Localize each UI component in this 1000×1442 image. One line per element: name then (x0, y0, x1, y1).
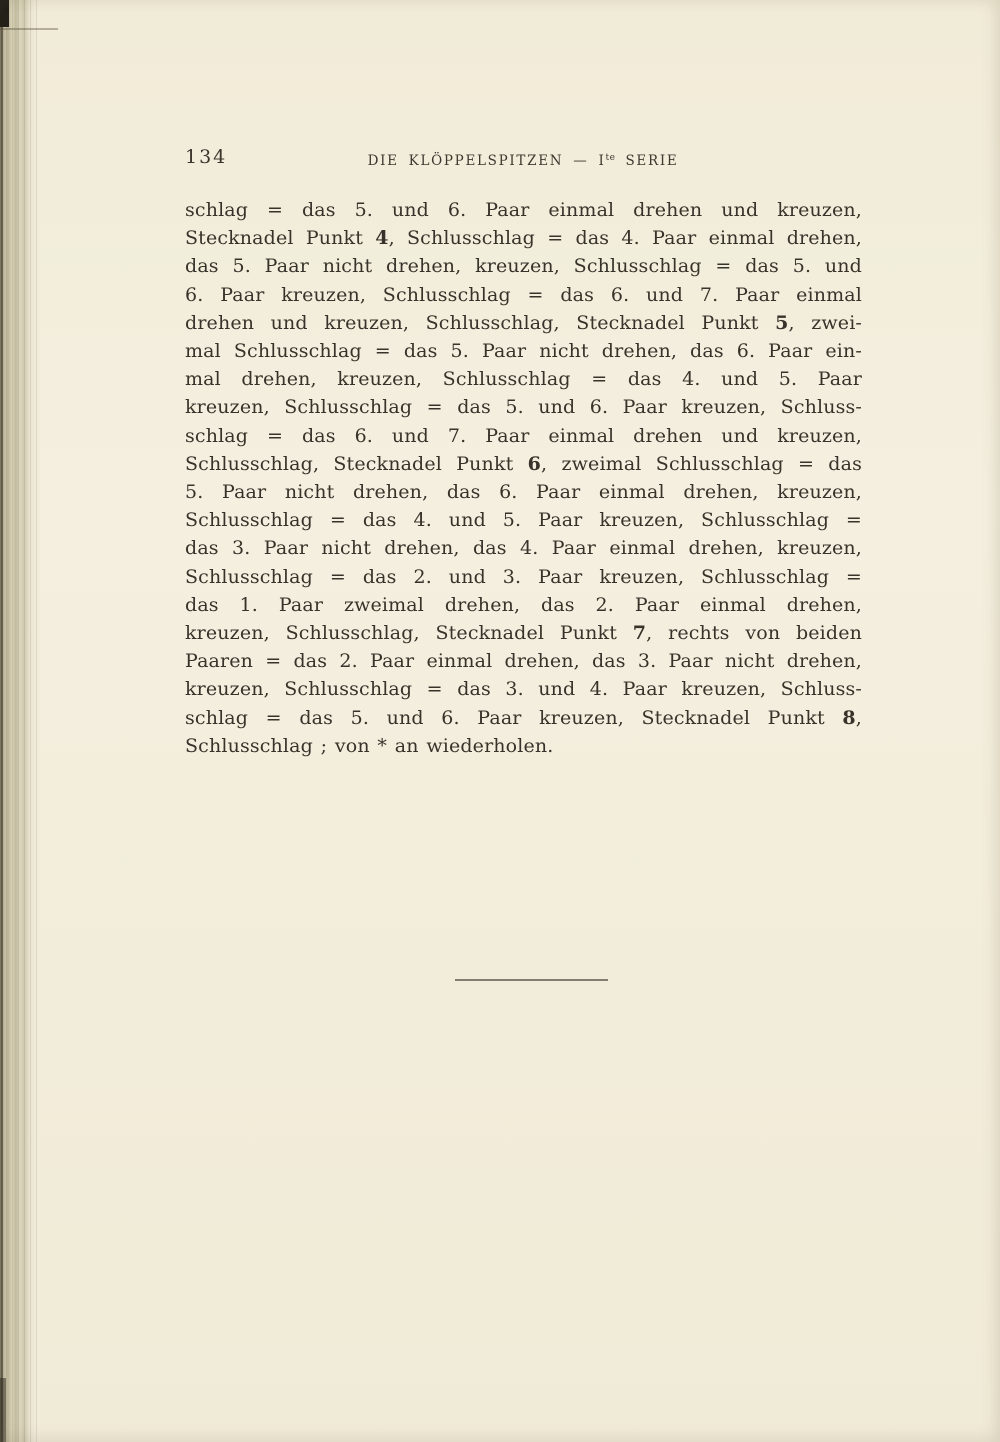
text-line: schlag = das 5. und 6. Paar kreuzen, Stecknadel Punkt 8, (185, 706, 862, 729)
bold-number: 4 (375, 227, 389, 250)
text-line: das 5. Paar nicht drehen, kreuzen, Schlusschlag = das 5. und (185, 255, 862, 278)
text-line: 5. Paar nicht drehen, das 6. Paar einmal drehen, kreuzen, (185, 481, 862, 504)
running-header (185, 146, 861, 173)
header-row (185, 146, 861, 170)
text-line: Schlusschlag = das 4. und 5. Paar kreuzen, Schlusschlag = (185, 509, 862, 532)
text-line: 6. Paar kreuzen, Schlusschlag = das 6. und 7. Paar einmal (185, 283, 862, 306)
text-line: kreuzen, Schlusschlag, Stecknadel Punkt 7, rechts von beiden (185, 622, 862, 645)
bold-number: 5 (775, 311, 789, 334)
bold-number: 7 (632, 622, 647, 645)
text-line: drehen und kreuzen, Schlusschlag, Stecknadel Punkt 5, zwei- (185, 311, 862, 334)
text-line: das 1. Paar zweimal drehen, das 2. Paar einmal drehen, (185, 593, 862, 616)
page-edge-texture (0, 0, 40, 1442)
bold-number: 6 (527, 452, 542, 475)
text-line: Schlusschlag ; von * an wiederholen. (185, 734, 554, 757)
running-header-tail: SERIE (615, 153, 679, 169)
text-line: Paaren = das 2. Paar einmal drehen, das 3. Paar nicht drehen, (185, 650, 862, 673)
text-line: Schlusschlag = das 2. und 3. Paar kreuzen, Schlusschlag = (185, 565, 862, 588)
running-header-main: DIE KLÖPPELSPITZEN — I (367, 153, 606, 169)
text-line: Schlusschlag, Stecknadel Punkt 6, zweimal Schlusschlag = das (185, 452, 862, 475)
page-number: 134 (185, 146, 228, 168)
text-line: schlag = das 6. und 7. Paar einmal drehen und kreuzen, (185, 424, 862, 447)
text-line: Stecknadel Punkt 4, Schlusschlag = das 4. Paar einmal drehen, (185, 227, 862, 250)
running-header-superscript: te (605, 153, 616, 163)
body-paragraph (185, 196, 862, 760)
text-line: kreuzen, Schlusschlag = das 5. und 6. Paar kreuzen, Schluss- (185, 396, 862, 419)
page-edge-line (1, 0, 3, 1442)
corner-mark-bottom (0, 1378, 6, 1442)
text-line: mal Schlusschlag = das 5. Paar nicht drehen, das 6. Paar ein- (185, 340, 862, 363)
bold-number: 8 (842, 706, 856, 729)
text-line: kreuzen, Schlusschlag = das 3. und 4. Paar kreuzen, Schluss- (185, 678, 862, 701)
text-line: mal drehen, kreuzen, Schlusschlag = das 4. und 5. Paar (185, 368, 862, 391)
text-line: schlag = das 5. und 6. Paar einmal drehen und kreuzen, (185, 199, 862, 221)
text-line: das 3. Paar nicht drehen, das 4. Paar einmal drehen, kreuzen, (185, 537, 862, 560)
corner-mark-horizontal (0, 28, 58, 30)
section-divider (455, 979, 608, 981)
corner-mark-top (0, 0, 9, 27)
